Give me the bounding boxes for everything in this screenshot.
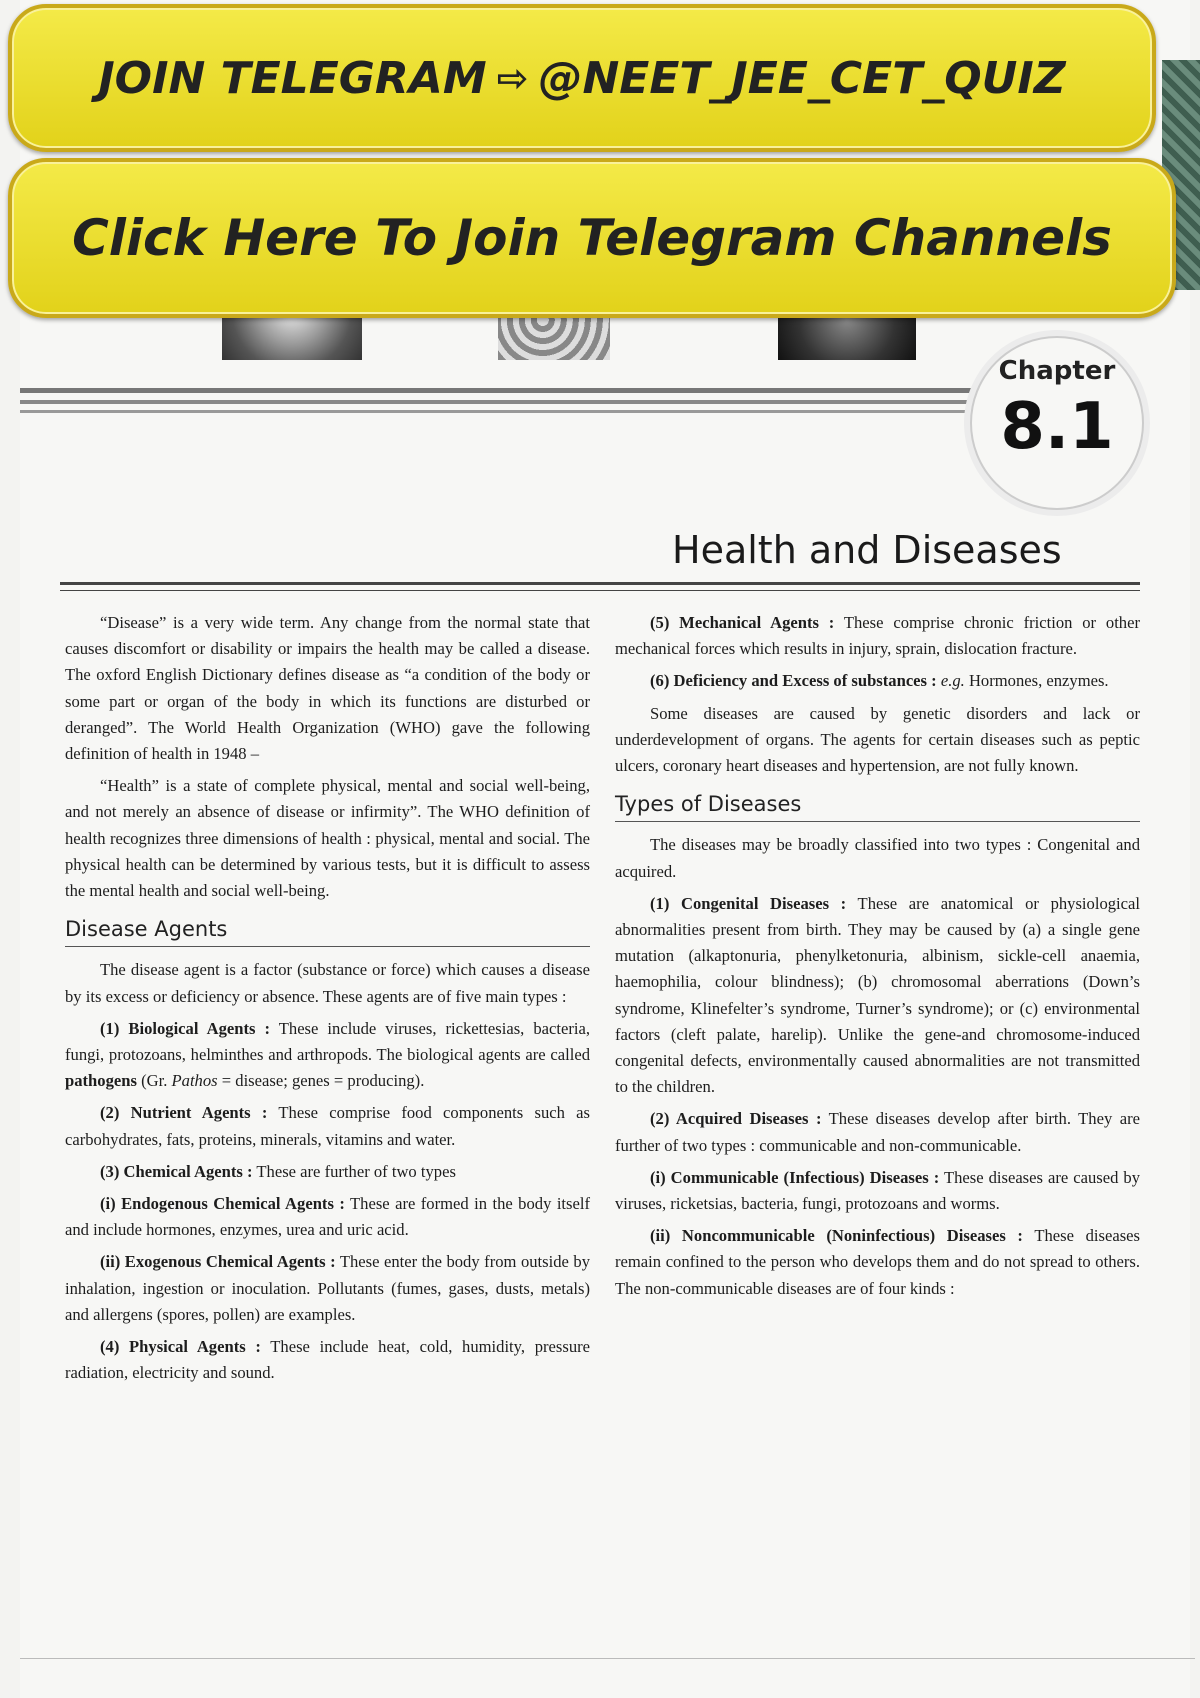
header-rule — [20, 410, 980, 413]
item-label: (2) Acquired Diseases : — [650, 1109, 822, 1129]
item-label: (ii) Exogenous Chemical Agents : — [100, 1252, 336, 1272]
item-text: = disease; genes = producing). — [217, 1071, 425, 1091]
paragraph: The diseases may be broadly classified into two types : Congenital and acquired. — [615, 835, 1140, 881]
paragraph: Some diseases are caused by genetic disorders and lack or underdevelopment of organs. The agents for certain diseases such as peptic ulcers, coronary heart diseases and hypertension, are not fully known. — [615, 703, 1140, 776]
item-text: These comprise food components such as carbohydrates, fats, proteins, minerals, vitamins and water. — [65, 1103, 590, 1149]
banner-link-text: Click Here To Join Telegram Channels — [72, 209, 1112, 267]
list-item — [615, 1165, 1140, 1217]
item-text: (Gr. — [136, 1071, 172, 1091]
item-text: These include viruses, rickettesias, bacteria, fungi, protozoans, helminthes and arthropods. The biological agents are called — [65, 1018, 590, 1065]
list-item — [615, 891, 1140, 1101]
list-item — [65, 1249, 590, 1328]
item-italic: e.g. — [936, 671, 965, 691]
item-italic: Pathos — [171, 1071, 218, 1091]
item-bold: pathogens — [65, 1071, 137, 1091]
item-text: These are formed in the body itself and include hormones, enzymes, urea and uric acid. — [65, 1194, 590, 1240]
list-item — [615, 610, 1140, 662]
telegram-join-banner[interactable] — [8, 4, 1156, 152]
item-text: These include heat, cold, humidity, pressure radiation, electricity and sound. — [65, 1337, 591, 1383]
list-item — [615, 668, 1140, 694]
item-text: Hormones, enzymes. — [964, 671, 1109, 691]
title-rule — [60, 590, 1140, 591]
item-label: (i) Communicable (Infectious) Diseases : — [650, 1167, 940, 1187]
item-label: (1) Biological Agents : — [100, 1018, 271, 1038]
item-text: These diseases remain confined to the person who develops them and do not spread to others. The non-communicable diseases are of four kinds : — [615, 1226, 1140, 1298]
item-text: These are further of two types — [252, 1161, 456, 1181]
left-column — [65, 610, 590, 1392]
item-label: (5) Mechanical Agents : — [650, 613, 835, 632]
item-label: (3) Chemical Agents : — [100, 1161, 253, 1181]
item-label: (2) Nutrient Agents : — [100, 1103, 268, 1123]
item-label: (6) Deficiency and Excess of substances : — [650, 671, 937, 691]
right-column — [615, 610, 1140, 1308]
banner-handle-text: @NEET_JEE_CET_QUIZ — [538, 52, 1066, 104]
list-item — [65, 1334, 590, 1386]
title-rule — [60, 582, 1140, 585]
item-text: These are anatomical or physiological abnormalities present from birth. They may be caused by (a) a single gene mutation (alkaptonuria, phenylketonuria, albinism, sickle-cell anaemia, haemophilia, colour blindness); (b) chromosomal aberrations (Down’s syndrome, Klinefelter’s syndrome, Turner’s syndrome); or (c) environmental factors (cleft palate, harelip). Unlike the gene-and chromosome-induced congenital defects, environmentally caused abnormalities are not transmitted to the children. — [615, 893, 1140, 1097]
page-bottom-rule — [20, 1658, 1195, 1659]
list-item — [65, 1100, 590, 1152]
list-item — [615, 1223, 1140, 1302]
paragraph: The disease agent is a factor (substance or force) which causes a disease by its excess or deficiency or absence. These agents are of five main types : — [65, 960, 590, 1006]
list-item — [65, 1191, 590, 1243]
paragraph: “Disease” is a very wide term. Any change from the normal state that causes discomfort or disability or impairs the health may be called a disease. The oxford English Dictionary defines disease as “a condition of the body or some part or organ of the body in which its functions are disturbed or deranged”. The World Health Organization (WHO) gave the following definition of health in 1948 – — [65, 613, 590, 764]
page-title: Health and Diseases — [672, 528, 1062, 572]
chapter-badge — [970, 336, 1144, 510]
paragraph: “Health” is a state of complete physical, mental and social well-being, and not merely an absence of disease or infirmity”. The WHO definition of health recognizes three dimensions of health : physical, mental and social. The physical health can be determined by various tests, but it is difficult to assess the mental health and social well-being. — [65, 776, 590, 901]
item-text: These comprise chronic friction or other mechanical forces which results in injury, sprain, dislocation fracture. — [615, 613, 1140, 659]
item-label: (i) Endogenous Chemical Agents : — [100, 1194, 345, 1214]
chapter-number: 8.1 — [1000, 390, 1114, 464]
item-label: (4) Physical Agents : — [100, 1337, 261, 1357]
header-rule — [20, 400, 980, 404]
list-item — [615, 1106, 1140, 1158]
list-item — [65, 1016, 590, 1095]
section-heading: Types of Diseases — [615, 791, 1140, 822]
header-rule — [20, 388, 980, 393]
list-item — [65, 1159, 590, 1185]
item-text: These diseases develop after birth. They are further of two types : communicable and non-communicable. — [615, 1109, 1140, 1155]
banner-join-text: JOIN TELEGRAM — [98, 52, 487, 104]
chapter-label: Chapter — [998, 356, 1116, 386]
item-text: These diseases are caused by viruses, ricketsias, bacteria, fungi, protozoans and worms. — [615, 1167, 1141, 1214]
telegram-channels-link[interactable] — [8, 158, 1176, 318]
section-heading: Disease Agents — [65, 916, 590, 947]
item-label: (1) Congenital Diseases : — [650, 893, 847, 913]
arrow-right-icon: ⇨ — [496, 56, 529, 100]
item-label: (ii) Noncommunicable (Noninfectious) Diseases : — [650, 1226, 1023, 1246]
item-text: These enter the body from outside by inhalation, ingestion or inoculation. Pollutants (fumes, gases, dusts, metals) and allergens (spores, pollen) are examples. — [65, 1252, 590, 1324]
